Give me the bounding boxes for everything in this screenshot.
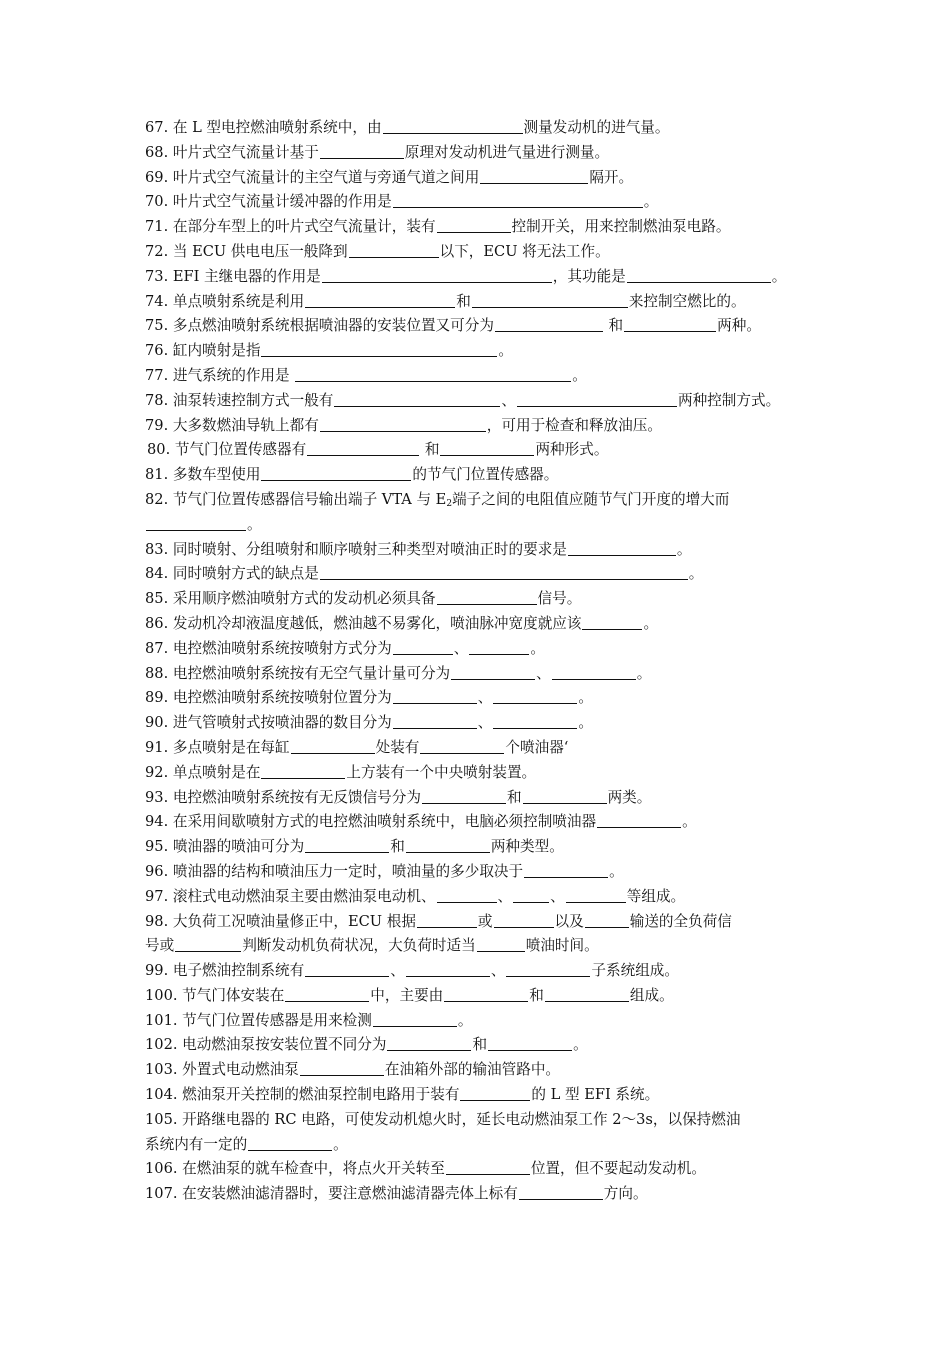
answer-blank[interactable] xyxy=(582,614,642,630)
answer-blank[interactable] xyxy=(393,713,477,729)
question-text: 、 xyxy=(501,391,516,409)
answer-blank[interactable] xyxy=(420,738,504,754)
question-text: 103. 外置式电动燃油泵 xyxy=(145,1061,299,1079)
question-text: 方向。 xyxy=(603,1185,648,1203)
answer-blank[interactable] xyxy=(248,1135,332,1151)
question-text: 两种类型。 xyxy=(490,838,564,856)
answer-blank[interactable] xyxy=(506,961,590,977)
answer-blank[interactable] xyxy=(261,763,345,779)
question-text: 和 xyxy=(529,986,544,1004)
question-q76 xyxy=(145,339,813,364)
question-q103 xyxy=(145,1058,813,1083)
question-text: 79. 大多数燃油导轨上都有 xyxy=(145,416,319,434)
answer-blank[interactable] xyxy=(585,912,629,928)
question-q105-line1 xyxy=(145,1108,813,1133)
question-q74 xyxy=(145,290,813,315)
answer-blank[interactable] xyxy=(437,217,511,233)
question-q100 xyxy=(145,984,813,1009)
answer-blank[interactable] xyxy=(393,688,477,704)
question-text: 。 xyxy=(333,1135,348,1153)
question-text: 97. 滚柱式电动燃油泵主要由燃油泵电动机、 xyxy=(145,887,436,905)
question-text: 83. 同时喷射、分组喷射和顺序喷射三种类型对喷油正时的要求是 xyxy=(145,540,567,558)
answer-blank[interactable] xyxy=(320,564,688,580)
question-text: 喷油时间。 xyxy=(525,937,599,955)
question-text: 82. 节气门位置传感器信号输出端子 VTA 与 E xyxy=(145,490,447,508)
question-q96 xyxy=(145,860,813,885)
question-q98-line2 xyxy=(145,934,813,959)
answer-blank[interactable] xyxy=(552,664,636,680)
question-text: 、 xyxy=(490,962,506,980)
question-text: 信号。 xyxy=(537,590,582,608)
question-text: 。 xyxy=(578,714,593,732)
question-text: 106. 在燃油泵的就车检查中，将点火开关转至 xyxy=(145,1160,445,1178)
question-q85 xyxy=(145,587,813,612)
answer-blank[interactable] xyxy=(460,1085,530,1101)
question-q93 xyxy=(145,786,813,811)
question-text: 、 xyxy=(536,664,551,682)
question-text: 输送的全负荷信 xyxy=(629,912,732,930)
question-text: 两种形式。 xyxy=(535,441,609,459)
question-text: 。 xyxy=(530,639,545,657)
question-text: 控制开关，用来控制燃油泵电路。 xyxy=(511,218,731,236)
answer-blank[interactable] xyxy=(523,788,607,804)
question-text: 72. 当 ECU 供电电压一般降到 xyxy=(145,242,348,260)
answer-blank[interactable] xyxy=(305,961,389,977)
question-text: 号或 xyxy=(145,937,175,955)
question-text: 69. 叶片式空气流量计的主空气道与旁通气道之间用 xyxy=(145,168,480,186)
question-text: 两种控制方式。 xyxy=(678,391,781,409)
question-text: 以下，ECU 将无法工作。 xyxy=(439,242,610,260)
question-text: 端子之间的电阻值应随节气门开度的增大而 xyxy=(452,490,730,508)
answer-blank[interactable] xyxy=(373,1011,457,1027)
question-text: 。 xyxy=(572,366,587,384)
question-q84 xyxy=(145,562,813,587)
question-text: 、 xyxy=(477,714,493,732)
answer-blank[interactable] xyxy=(437,887,497,903)
answer-blank[interactable] xyxy=(493,688,577,704)
question-text: 81. 多数车型使用 xyxy=(145,466,261,484)
question-text: 。 xyxy=(609,862,624,880)
question-q70 xyxy=(145,190,813,215)
question-text: 。 xyxy=(457,1011,473,1029)
question-q94 xyxy=(145,810,813,835)
question-text: 。 xyxy=(636,664,652,682)
question-text: 在油箱外部的输油管路中。 xyxy=(384,1061,561,1079)
question-text: 102. 电动燃油泵按安装位置不同分为 xyxy=(145,1036,387,1054)
answer-blank[interactable] xyxy=(322,267,552,283)
question-text: 。 xyxy=(498,342,514,360)
question-text: 和 xyxy=(603,317,624,335)
question-text: 两种。 xyxy=(717,317,761,335)
answer-blank[interactable] xyxy=(285,986,369,1002)
question-q102 xyxy=(145,1033,813,1058)
question-q82-line2 xyxy=(145,513,813,538)
question-text: 。 xyxy=(573,1036,588,1054)
question-text: 原理对发动机进气量进行测量。 xyxy=(404,143,610,161)
answer-blank[interactable] xyxy=(300,1060,384,1076)
question-q69 xyxy=(145,166,813,191)
answer-blank[interactable] xyxy=(517,391,677,407)
answer-blank[interactable] xyxy=(513,887,549,903)
question-text: 、 xyxy=(477,689,493,707)
question-text: 隔开。 xyxy=(589,168,634,186)
answer-blank[interactable] xyxy=(545,986,629,1002)
question-text: 77. 进气系统的作用是 xyxy=(145,366,295,384)
question-text: 来控制空燃比的。 xyxy=(628,292,746,310)
question-text: 个喷油器‘ xyxy=(505,738,569,756)
question-q87 xyxy=(145,637,813,662)
answer-blank[interactable] xyxy=(334,391,500,407)
answer-blank[interactable] xyxy=(393,639,453,655)
question-q68 xyxy=(145,141,813,166)
answer-blank[interactable] xyxy=(495,316,603,332)
answer-blank[interactable] xyxy=(295,366,571,382)
question-text: 和 xyxy=(390,838,405,856)
question-text: 107. 在安装燃油滤清器时，要注意燃油滤清器壳体上标有 xyxy=(145,1185,518,1203)
answer-blank[interactable] xyxy=(393,192,643,208)
question-text: 96. 喷油器的结构和喷油压力一定时，喷油量的多少取决于 xyxy=(145,862,524,880)
question-q88 xyxy=(145,662,813,687)
question-q106 xyxy=(145,1157,813,1182)
question-q89 xyxy=(145,686,813,711)
question-text: 68. 叶片式空气流量计基于 xyxy=(145,143,319,161)
answer-blank[interactable] xyxy=(320,143,404,159)
question-text: 73. EFI 主继电器的作用是 xyxy=(145,267,321,285)
question-text: 系统内有一定的 xyxy=(145,1135,248,1153)
question-text: 92. 单点喷射是在 xyxy=(145,763,261,781)
question-q79 xyxy=(145,414,813,439)
answer-blank[interactable] xyxy=(444,986,528,1002)
question-text: 的节气门位置传感器。 xyxy=(412,466,559,484)
answer-blank[interactable] xyxy=(437,589,537,605)
question-q80 xyxy=(145,438,813,463)
question-text: 以及 xyxy=(554,912,584,930)
answer-blank[interactable] xyxy=(175,936,241,952)
question-q83 xyxy=(145,538,813,563)
question-text: 。 xyxy=(247,515,262,533)
question-q91 xyxy=(145,736,813,761)
question-q73 xyxy=(145,265,813,290)
question-text: 75. 多点燃油喷射系统根据喷油器的安装位置又可分为 xyxy=(145,317,494,335)
question-text: 位置，但不要起动发动机。 xyxy=(530,1160,706,1178)
question-q71 xyxy=(145,215,813,240)
question-text: 上方装有一个中央喷射装置。 xyxy=(346,763,537,781)
question-q99 xyxy=(145,959,813,984)
question-text: 67. 在 L 型电控燃油喷射系统中，由 xyxy=(145,119,382,136)
question-text: 93. 电控燃油喷射系统按有无反馈信号分为 xyxy=(145,788,421,806)
question-q105-line2 xyxy=(145,1133,813,1158)
question-q82-line1 xyxy=(145,488,813,513)
question-text: 89. 电控燃油喷射系统按喷射位置分为 xyxy=(145,689,392,707)
answer-blank[interactable] xyxy=(406,961,490,977)
answer-blank[interactable] xyxy=(627,267,771,283)
question-text: 88. 电控燃油喷射系统按有无空气量计量可分为 xyxy=(145,664,451,682)
answer-blank[interactable] xyxy=(406,837,490,853)
question-text: 71. 在部分车型上的叶片式空气流量计，装有 xyxy=(145,218,436,236)
question-text: 中，主要由 xyxy=(370,986,444,1004)
question-text: 84. 同时喷射方式的缺点是 xyxy=(145,565,319,583)
question-text: 80. 节气门位置传感器有 xyxy=(147,441,307,459)
question-q86 xyxy=(145,612,813,637)
answer-blank[interactable] xyxy=(320,416,486,432)
answer-blank[interactable] xyxy=(417,912,477,928)
question-q81 xyxy=(145,463,813,488)
question-list xyxy=(145,116,813,1207)
question-text: 组成。 xyxy=(629,986,674,1004)
question-text: 等组成。 xyxy=(626,887,686,905)
subscript: 2 xyxy=(446,498,453,509)
question-q77 xyxy=(145,364,813,389)
answer-blank[interactable] xyxy=(422,788,506,804)
question-q92 xyxy=(145,761,813,786)
answer-blank[interactable] xyxy=(624,316,716,332)
answer-blank[interactable] xyxy=(568,540,676,556)
answer-blank[interactable] xyxy=(477,936,525,952)
answer-blank[interactable] xyxy=(451,664,535,680)
question-text: 。 xyxy=(688,565,704,583)
question-text: 、 xyxy=(550,887,565,905)
question-text: 。 xyxy=(643,614,659,632)
answer-blank[interactable] xyxy=(305,292,455,308)
question-text: 78. 油泵转速控制方式一般有 xyxy=(145,391,334,409)
question-q90 xyxy=(145,711,813,736)
answer-blank[interactable] xyxy=(291,738,375,754)
answer-blank[interactable] xyxy=(472,292,628,308)
answer-blank[interactable] xyxy=(146,515,246,531)
question-q107 xyxy=(145,1182,813,1207)
answer-blank[interactable] xyxy=(387,1035,471,1051)
question-q97 xyxy=(145,885,813,910)
answer-blank[interactable] xyxy=(383,118,523,134)
answer-blank[interactable] xyxy=(519,1184,603,1200)
answer-blank[interactable] xyxy=(488,1035,572,1051)
answer-blank[interactable] xyxy=(261,465,411,481)
question-text: 、 xyxy=(390,962,405,980)
question-text: 90. 进气管喷射式按喷油器的数目分为 xyxy=(145,714,392,732)
question-text: ，可用于检查和释放油压。 xyxy=(486,416,662,434)
question-text: 74. 单点喷射系统是利用 xyxy=(145,292,305,310)
question-q78 xyxy=(145,389,813,414)
question-text: 和 xyxy=(472,1036,488,1054)
question-q72 xyxy=(145,240,813,265)
answer-blank[interactable] xyxy=(446,1159,530,1175)
question-text: 。 xyxy=(682,813,697,831)
question-text: 测量发动机的进气量。 xyxy=(523,119,670,136)
question-text: 、 xyxy=(453,639,469,657)
question-text: 。 xyxy=(643,193,659,211)
answer-blank[interactable] xyxy=(305,837,389,853)
question-text: 86. 发动机冷却液温度越低，燃油越不易雾化，喷油脉冲宽度就应该 xyxy=(145,614,582,632)
answer-blank[interactable] xyxy=(493,713,577,729)
question-text: 104. 燃油泵开关控制的燃油泵控制电路用于装有 xyxy=(145,1086,460,1104)
answer-blank[interactable] xyxy=(307,440,419,456)
question-text: 和 xyxy=(506,788,522,806)
question-text: 和 xyxy=(456,292,471,310)
question-text: 处装有 xyxy=(375,738,420,756)
question-text: 。 xyxy=(771,267,787,285)
question-text: 99. 电子燃油控制系统有 xyxy=(145,962,305,980)
question-text: 87. 电控燃油喷射系统按喷射方式分为 xyxy=(145,639,392,657)
question-text: 、 xyxy=(497,887,513,905)
question-text: 101. 节气门位置传感器是用来检测 xyxy=(145,1011,372,1029)
question-q67 xyxy=(145,116,813,141)
question-text: 。 xyxy=(676,540,692,558)
answer-blank[interactable] xyxy=(440,440,534,456)
question-q104 xyxy=(145,1083,813,1108)
question-text: 76. 缸内喷射是指 xyxy=(145,342,261,360)
question-q101 xyxy=(145,1009,813,1034)
question-text: 85. 采用顺序燃油喷射方式的发动机必须具备 xyxy=(145,590,436,608)
answer-blank[interactable] xyxy=(566,887,626,903)
question-text: 91. 多点喷射是在每缸 xyxy=(145,738,290,756)
question-text: 或 xyxy=(477,912,493,930)
answer-blank[interactable] xyxy=(480,168,588,184)
answer-blank[interactable] xyxy=(524,862,608,878)
question-text: ，其功能是 xyxy=(552,267,626,285)
question-text: 105. 开路继电器的 RC 电路，可使发动机熄火时，延长电动燃油泵工作 2～3s，以保持燃油 xyxy=(145,1110,741,1128)
answer-blank[interactable] xyxy=(597,812,681,828)
question-text: 的 L 型 EFI 系统。 xyxy=(531,1086,660,1104)
question-q98-line1 xyxy=(145,910,813,935)
question-text: 判断发动机负荷状况，大负荷时适当 xyxy=(242,937,476,955)
question-text: 和 xyxy=(420,441,440,459)
question-text: 70. 叶片式空气流量计缓冲器的作用是 xyxy=(145,193,392,211)
question-text: 94. 在采用间歇喷射方式的电控燃油喷射系统中，电脑必须控制喷油器 xyxy=(145,813,597,831)
question-text: 100. 节气门体安装在 xyxy=(145,986,285,1004)
question-text: 。 xyxy=(578,689,593,707)
question-text: 两类。 xyxy=(607,788,652,806)
question-text: 子系统组成。 xyxy=(591,962,679,980)
answer-blank[interactable] xyxy=(494,912,554,928)
question-q75 xyxy=(145,314,813,339)
question-q95 xyxy=(145,835,813,860)
answer-blank[interactable] xyxy=(469,639,529,655)
answer-blank[interactable] xyxy=(349,242,439,258)
question-text: 98. 大负荷工况喷油量修正中，ECU 根据 xyxy=(145,912,416,930)
question-text: 95. 喷油器的喷油可分为 xyxy=(145,838,305,856)
answer-blank[interactable] xyxy=(261,341,497,357)
